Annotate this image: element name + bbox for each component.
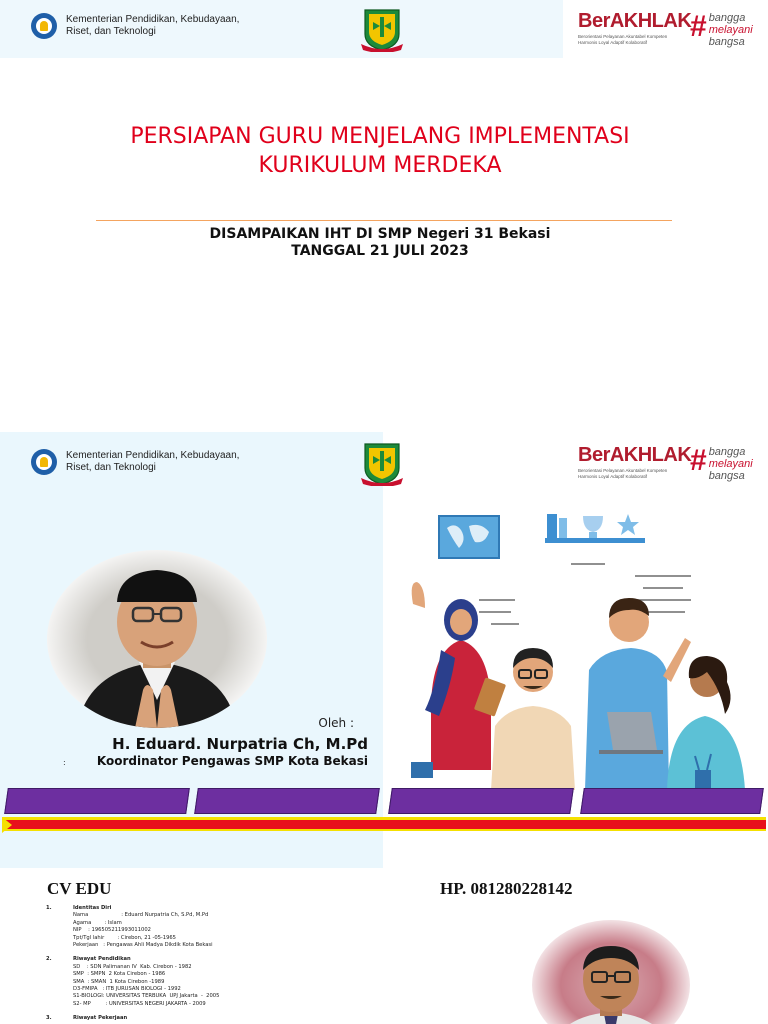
bangga-text [709,12,753,48]
cv-line: SD : SDN Palimanan IV Kab. Cirebon - 1982 [73,963,192,970]
tut-wuri-handayani-logo-icon [31,449,57,475]
phone-number: HP. 081280228142 [440,879,573,898]
cv-details [46,905,346,1024]
bangga-melayani-logo [690,12,753,48]
cv-line: SMP : SMPN 2 Kota Cirebon - 1986 [73,971,166,978]
cv-photo [532,920,690,1024]
footer-bar [4,788,190,814]
bangga-melayani-logo [690,446,753,482]
pen-holder-icon [411,762,433,778]
bangga-text [709,446,753,482]
by-label: Oleh : [318,716,354,730]
melayani-word: melayani [708,458,753,470]
cv-section-work [46,1015,346,1022]
cv-section-identity [46,905,346,949]
section-number: 3. [46,1015,52,1022]
berakhlak-subtitle: Berorientasi Pelayanan Akuntabel Kompeten Harmonis Loyal Adaptif Kolaboratif [578,34,668,45]
cv-portrait-icon [532,920,690,1024]
presenter-portrait-icon [47,550,267,728]
teachers-illustration [395,500,768,790]
presentation-subtitle: DISAMPAIKAN IHT DI SMP Negeri 31 Bekasi TANGGAL 21 JULI 2023 [209,226,551,259]
footer-bar [580,788,764,814]
cv-line: S2- MP : UNIVERSITAS NEGERI JAKARTA - 2009 [73,1000,206,1007]
stray-colon: : [63,758,66,767]
bekasi-crest-icon [359,442,405,486]
hash-icon: # [690,10,707,43]
presenter-name: H. Eduard. Nurpatria Ch, M.Pd [112,735,368,753]
section-number: 2. [46,956,52,963]
tut-wuri-handayani-logo-icon [31,13,57,39]
bangga-word: bangga [708,12,746,24]
melayani-word: melayani [708,24,753,36]
cv-line: SMA : SMAN 1 Kota Cirebon -1989 [73,978,165,985]
star-icon [617,514,639,535]
cv-line: Tpt/Tgl lahir : Cirebon, 21 -05-1965 [73,934,176,941]
berakhlak-subtitle: Berorientasi Pelayanan Akuntabel Kompeten Harmonis Loyal Adaptif Kolaboratif [578,468,668,479]
cv-line: S1-BIOLOGI: UNIVERSITAS TERBUKA UPJ Jakarta - 2005 [73,993,220,1000]
cv-title: CV EDU [47,879,112,898]
bangsa-word: bangsa [708,470,745,482]
teacher-glasses-figure [491,706,575,790]
cv-line: Agama : Islam [73,919,122,926]
cv-line: Pekerjaan : Pengawas Ahli Madya Dikdik Kota Bekasi [73,942,213,949]
bangga-word: bangga [708,446,746,458]
berakhlak-logo [578,444,691,480]
cv-section-education [46,956,346,1008]
berakhlak-title: BerAKHLAK [578,10,692,32]
bekasi-crest-icon [359,8,405,52]
ministry-text: Kementerian Pendidikan, Kebudayaan, Riset, dan Teknologi [66,450,240,473]
slide-cv [0,870,768,1024]
berakhlak-title: BerAKHLAK [578,444,692,466]
presenter-role: Koordinator Pengawas SMP Kota Bekasi [96,754,368,768]
presenter-photo [47,550,267,728]
bangsa-word: bangsa [708,36,745,48]
cv-line: Nama : Eduard Nurpatria Ch, S.Pd, M.Pd [73,912,209,919]
berakhlak-logo [578,10,691,46]
ministry-block [31,13,239,39]
slide-presenter [0,432,768,868]
section-number: 1. [46,905,52,911]
section-heading: Riwayat Pendidikan [73,956,131,963]
world-map-icon [439,516,499,558]
ministry-text: Kementerian Pendidikan, Kebudayaan, Riset, dan Teknologi [66,14,240,37]
cv-line: D3-FMIPA : ITB JURUSAN BIOLOGI - 1992 [73,986,181,993]
laptop-icon [607,712,657,750]
slide-title [0,0,768,430]
hash-icon: # [690,444,707,477]
footer-bar [388,788,574,814]
presentation-title: PERSIAPAN GURU MENJELANG IMPLEMENTASI KURIKULUM MERDEKA [130,124,630,178]
trophy-icon [583,516,603,532]
shelf-icon [545,538,645,543]
title-divider [96,220,672,221]
ministry-block [31,449,239,475]
footer-bar [194,788,380,814]
section-heading: Identitas Diri [73,905,112,911]
section-heading: Riwayat Pekerjaan [73,1015,128,1022]
cv-line: NIP : 196505211993011002 [73,927,151,934]
footer-stripe [2,817,766,831]
